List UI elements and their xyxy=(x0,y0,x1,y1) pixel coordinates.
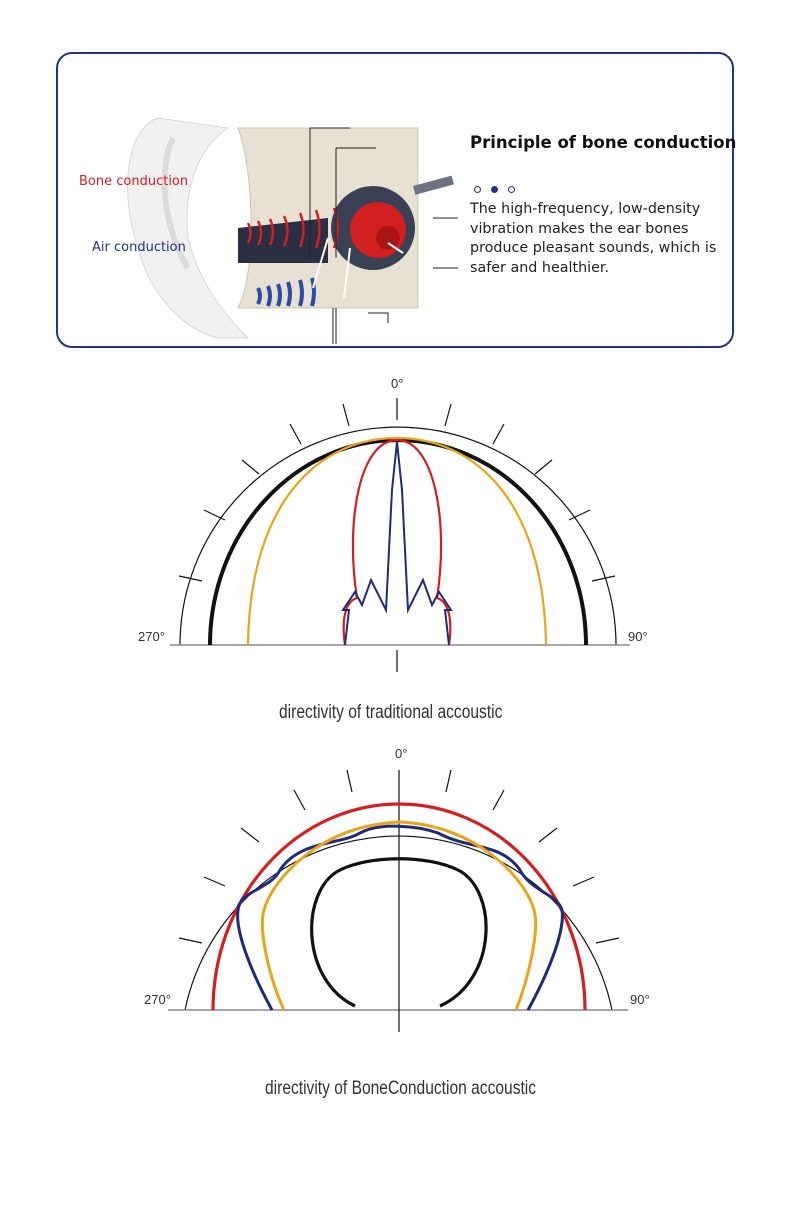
angle-label-0: 0° xyxy=(395,746,408,761)
principle-description: The high-frequency, low-density vibration makes the ear bones produce pleasant sounds, which is safer and healthier. xyxy=(470,201,717,276)
indicator-dot-icon xyxy=(474,186,481,193)
traditional-polar-plot xyxy=(0,360,790,710)
traditional-caption: directivity of traditional accoustic xyxy=(279,702,503,723)
angle-label-270: 270° xyxy=(144,992,171,1007)
bone-caption: directivity of BoneConduction accoustic xyxy=(265,1078,537,1099)
traditional-directivity-diagram xyxy=(0,360,790,723)
bone-polar-plot xyxy=(0,730,790,1070)
principle-card xyxy=(56,52,737,348)
principle-title: Principle of bone conduction xyxy=(470,133,737,152)
indicator-dot-icon xyxy=(491,186,498,193)
bone-conduction-label: Bone conduction xyxy=(79,174,189,189)
angle-label-270: 270° xyxy=(138,629,165,644)
ear-anatomy-illustration xyxy=(88,58,458,344)
angle-label-90: 90° xyxy=(630,992,650,1007)
indicator-dot-icon xyxy=(508,186,515,193)
indicator-dots xyxy=(474,178,520,197)
angle-label-90: 90° xyxy=(628,629,648,644)
angle-label-0: 0° xyxy=(391,376,404,391)
air-conduction-label: Air conduction xyxy=(92,240,186,255)
bone-directivity-diagram xyxy=(0,730,790,1099)
